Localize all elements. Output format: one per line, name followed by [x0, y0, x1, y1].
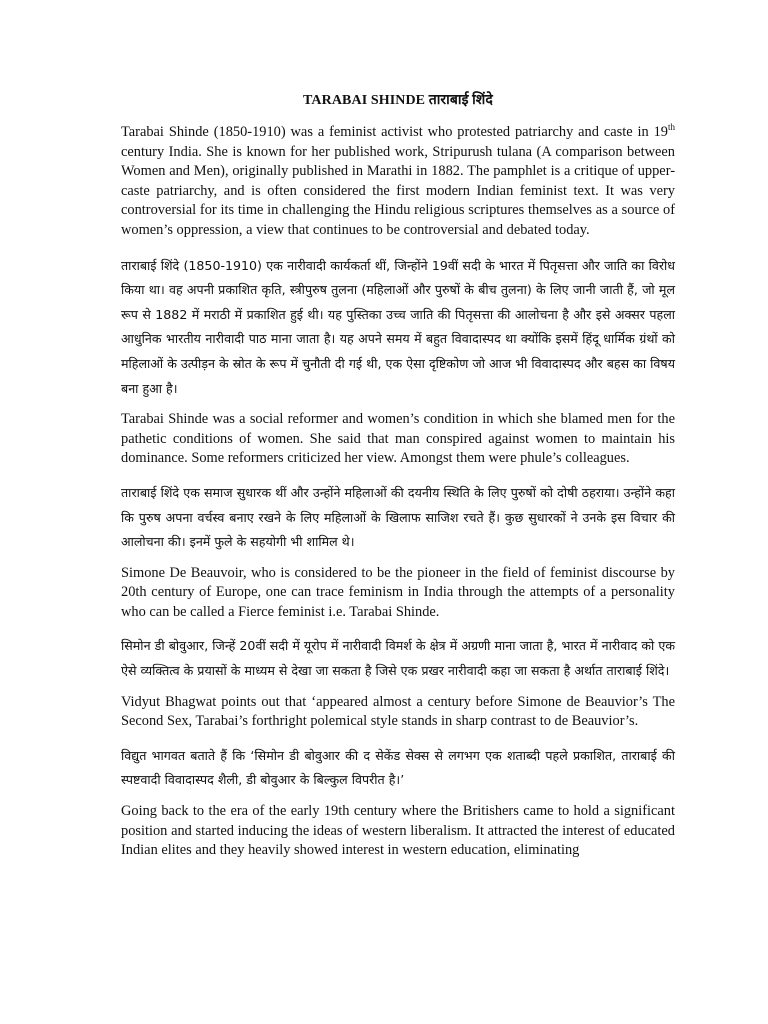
- paragraph-english-intro: [121, 123, 675, 241]
- document-title: TARABAI SHINDE ताराबाई शिंदे: [303, 93, 493, 108]
- ordinal-suffix: th: [667, 122, 675, 133]
- paragraph-hindi-intro: ताराबाई शिंदे (1850-1910) एक नारीवादी कार्यकर्ता थीं, जिन्होंने 19वीं सदी के भारत में पितृसत्ता और जाति का विरोध किया था। वह अपनी प्रकाशित कृति, स्त्रीपुरुष तुलना (महिलाओं और पुरुषों के बीच तुलना) के लिए जानी जाती हैं, जो मूल रूप से 1882 में मराठी में प्रकाशित हुई थी। यह पुस्तिका उच्च जाति की पितृसत्ता की आलोचना है और इसे अक्सर पहला आधुनिक भारतीय नारीवादी पाठ माना जाता है। यह अपने समय में बहुत विवादास्पद था क्योंकि इसमें हिंदू धार्मिक ग्रंथों को महिलाओं के उत्पीड़न के स्रोत के रूप में चुनौती दी गई थी, एक ऐसा दृष्टिकोण जो आज भी विवादास्पद और बहस का विषय बना हुआ है।: [121, 257, 675, 396]
- paragraph-hindi-bhagwat: विद्युत भागवत बताते हैं कि ‘सिमोन डी बोवुआर की द सेकेंड सेक्स से लगभग एक शताब्दी पहले प्रकाशित, ताराबाई की स्पष्टवादी विवादास्पद शैली, डी बोवुआर के बिल्कुल विपरीत है।’: [121, 747, 675, 788]
- paragraph-hindi-reformer: ताराबाई शिंदे एक समाज सुधारक थीं और उन्होंने महिलाओं की दयनीय स्थिति के लिए पुरुषों को दोषी ठहराया। उन्होंने कहा कि पुरुष अपना वर्चस्व बनाए रखने के लिए महिलाओं के खिलाफ साजिश रचते हैं। कुछ सुधारकों ने उनके इस विचार की आलोचना की। इनमें फुले के सहयोगी भी शामिल थे।: [121, 484, 675, 550]
- paragraph-english-history: Going back to the era of the early 19th century where the Britishers came to hold a significant position and started inducing the ideas of western liberalism. It attracted the interest of educated Indian elites and they heavily showed interest in western education, eliminating: [121, 803, 675, 859]
- paragraph-text: century India. She is known for her published work, Stripurush tulana (A comparison between Women and Men), originally published in Marathi in 1882. The pamphlet is a critique of upper-caste patriarchy, and is often considered the first modern Indian feminist text. It was very controversial for its time in challenging the Hindu religious scriptures themselves as a source of women’s oppression, a view that continues to be controversial and debated today.: [121, 143, 675, 238]
- paragraph-english-bhagwat: Vidyut Bhagwat points out that ‘appeared almost a century before Simone de Beauvior’s The Second Sex, Tarabai’s forthright polemical style stands in sharp contrast to de Beauvior’s.: [121, 693, 675, 730]
- paragraph-english-reformer: Tarabai Shinde was a social reformer and women’s condition in which she blamed men for the pathetic conditions of women. She said that man conspired against women to maintain his dominance. Some reformers criticized her view. Amongst them were phule’s colleagues.: [121, 411, 675, 467]
- paragraph-hindi-beauvoir: सिमोन डी बोवुआर, जिन्हें 20वीं सदी में यूरोप में नारीवादी विमर्श के क्षेत्र में अग्रणी माना जाता है, भारत में नारीवाद को एक ऐसे व्यक्तित्व के प्रयासों के माध्यम से देखा जा सकता है जिसे एक प्रखर नारीवादी कहा जा सकता है अर्थात ताराबाई शिंदे।: [121, 638, 675, 679]
- paragraph-text: Tarabai Shinde (1850-1910) was a feminist activist who protested patriarchy and caste in 19: [121, 124, 668, 140]
- document-page: [121, 90, 675, 873]
- paragraph-english-beauvoir: Simone De Beauvoir, who is considered to be the pioneer in the field of feminist discourse by 20th century of Europe, one can trace feminism in India through the attempts of a personality who can be called a Fierce feminist i.e. Tarabai Shinde.: [121, 564, 675, 620]
